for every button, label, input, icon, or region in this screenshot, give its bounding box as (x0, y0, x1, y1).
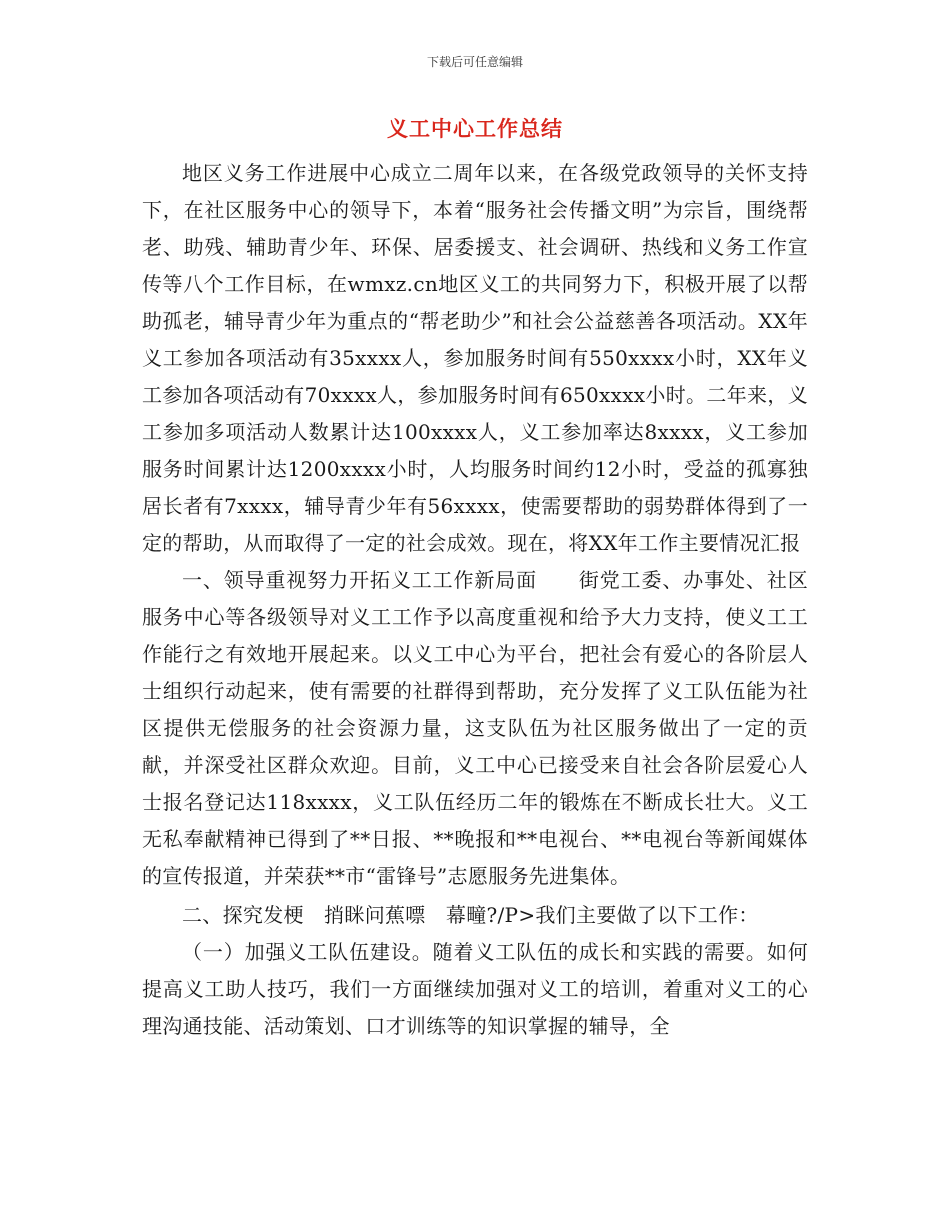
header-note: 下载后可任意编辑 (426, 55, 523, 69)
document-body (142, 155, 808, 1045)
paragraph-intro: 地区义务工作进展中心成立二周年以来，在各级党政领导的关怀支持下，在社区服务中心的领导下，本着“服务社会传播文明”为宗旨，围绕帮老、助残、辅助青少年、环保、居委援支、社会调研、热线和义务工作宣传等八个工作目标，在wmxz.cn地区义工的共同努力下，积极开展了以帮助孤老，辅导青少年为重点的“帮老助少”和社会公益慈善各项活动。XX年义工参加各项活动有35xxxx人，参加服务时间有550xxxx小时，XX年义工参加各项活动有70xxxx人，参加服务时间有650xxxx小时。二年来，义工参加多项活动人数累计达100xxxx人，义工参加率达8xxxx，义工参加服务时间累计达1200xxxx小时，人均服务时间约12小时，受益的孤寡独居长者有7xxxx，辅导青少年有56xxxx，使需要帮助的弱势群体得到了一定的帮助，从而取得了一定的社会成效。现在，将XX年工作主要情况汇报 (142, 161, 808, 555)
paragraph-subsection-1: （一）加强义工队伍建设。随着义工队伍的成长和实践的需要。如何提高义工助人技巧，我们一方面继续加强对义工的培训，着重对义工的心理沟通技能、活动策划、口才训练等的知识掌握的辅导，全 (142, 940, 808, 1038)
paragraph-section-2: 二、探究发梗 捎眯问蕉嘌 幕疃?/P>我们主要做了以下工作： (182, 903, 759, 927)
document-title: 义工中心工作总结 (387, 116, 563, 141)
paragraph-section-1: 一、领导重视努力开拓义工工作新局面 街党工委、办事处、社区服务中心等各级领导对义工工作予以高度重视和给予大力支持，使义工工作能行之有效地开展起来。以义工中心为平台，把社会有爱心的各阶层人士组织行动起来，使有需要的社群得到帮助，充分发挥了义工队伍能为社区提供无偿服务的社会资源力量，这支队伍为社区服务做出了一定的贡献，并深受社区群众欢迎。目前，义工中心已接受来自社会各阶层爱心人士报名登记达118xxxx，义工队伍经历二年的锻炼在不断成长壮大。义工无私奉献精神已得到了**日报、**晚报和**电视台、**电视台等新闻媒体的宣传报道，并荣获**市“雷锋号”志愿服务先进集体。 (142, 568, 808, 888)
